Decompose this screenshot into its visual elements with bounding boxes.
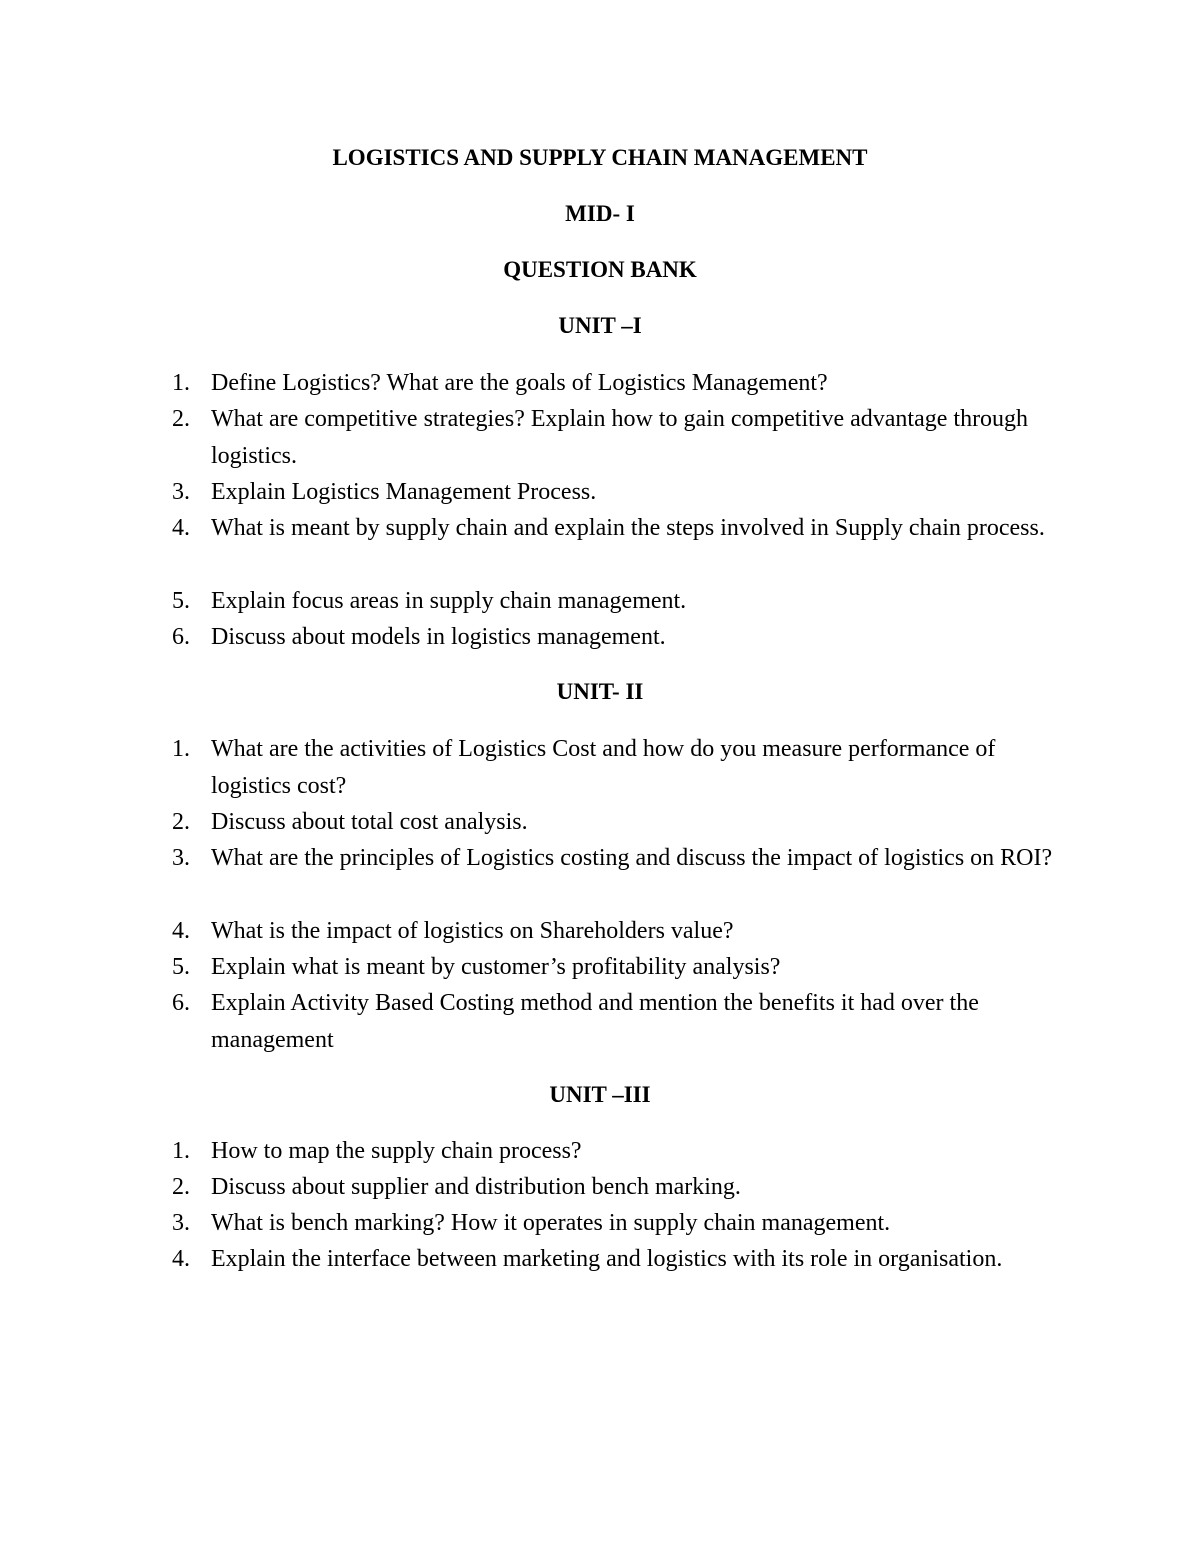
question-number: 2. xyxy=(172,406,190,432)
question-number: 1. xyxy=(172,1138,190,1164)
question-text: Explain Logistics Management Process. xyxy=(211,479,597,505)
question-text: Explain Activity Based Costing method and mention the benefits it had over the management xyxy=(211,990,979,1053)
question-number: 3. xyxy=(172,845,190,871)
question-number: 4. xyxy=(172,1246,190,1272)
question-number: 3. xyxy=(172,479,190,505)
document-title: LOGISTICS AND SUPPLY CHAIN MANAGEMENT xyxy=(332,145,868,170)
question-text: Discuss about models in logistics management. xyxy=(211,624,666,650)
document-subtitle: QUESTION BANK xyxy=(503,257,697,282)
question-text: What is meant by supply chain and explain the steps involved in Supply chain process. xyxy=(211,515,1045,541)
question-number: 5. xyxy=(172,588,190,614)
question-number: 6. xyxy=(172,990,190,1016)
question-number: 5. xyxy=(172,954,190,980)
question-number: 4. xyxy=(172,918,190,944)
unit-3-heading: UNIT –III xyxy=(549,1082,651,1107)
question-text: Explain what is meant by customer’s profitability analysis? xyxy=(211,954,781,980)
question-text: Define Logistics? What are the goals of Logistics Management? xyxy=(211,370,828,396)
question-text: Explain the interface between marketing and logistics with its role in organisation. xyxy=(211,1246,1003,1272)
question-text: What are competitive strategies? Explain how to gain competitive advantage through logistics. xyxy=(211,406,1029,469)
question-number: 3. xyxy=(172,1210,190,1236)
exam-label: MID- I xyxy=(565,201,635,226)
question-text: What are the activities of Logistics Cost and how do you measure performance of logistics cost? xyxy=(211,736,996,799)
question-text: What is the impact of logistics on Shareholders value? xyxy=(211,918,734,944)
question-text: Explain focus areas in supply chain management. xyxy=(211,588,687,614)
question-number: 4. xyxy=(172,515,190,541)
question-text: Discuss about supplier and distribution bench marking. xyxy=(211,1174,741,1200)
question-number: 2. xyxy=(172,809,190,835)
question-number: 1. xyxy=(172,736,190,762)
question-number: 2. xyxy=(172,1174,190,1200)
question-text: Discuss about total cost analysis. xyxy=(211,809,528,835)
unit-2-heading: UNIT- II xyxy=(556,679,644,704)
question-number: 6. xyxy=(172,624,190,650)
question-text: How to map the supply chain process? xyxy=(211,1138,582,1164)
unit-1-heading: UNIT –I xyxy=(558,313,642,338)
question-text: What are the principles of Logistics costing and discuss the impact of logistics on ROI? xyxy=(211,845,1053,871)
question-number: 1. xyxy=(172,370,190,396)
question-text: What is bench marking? How it operates in supply chain management. xyxy=(211,1210,891,1236)
